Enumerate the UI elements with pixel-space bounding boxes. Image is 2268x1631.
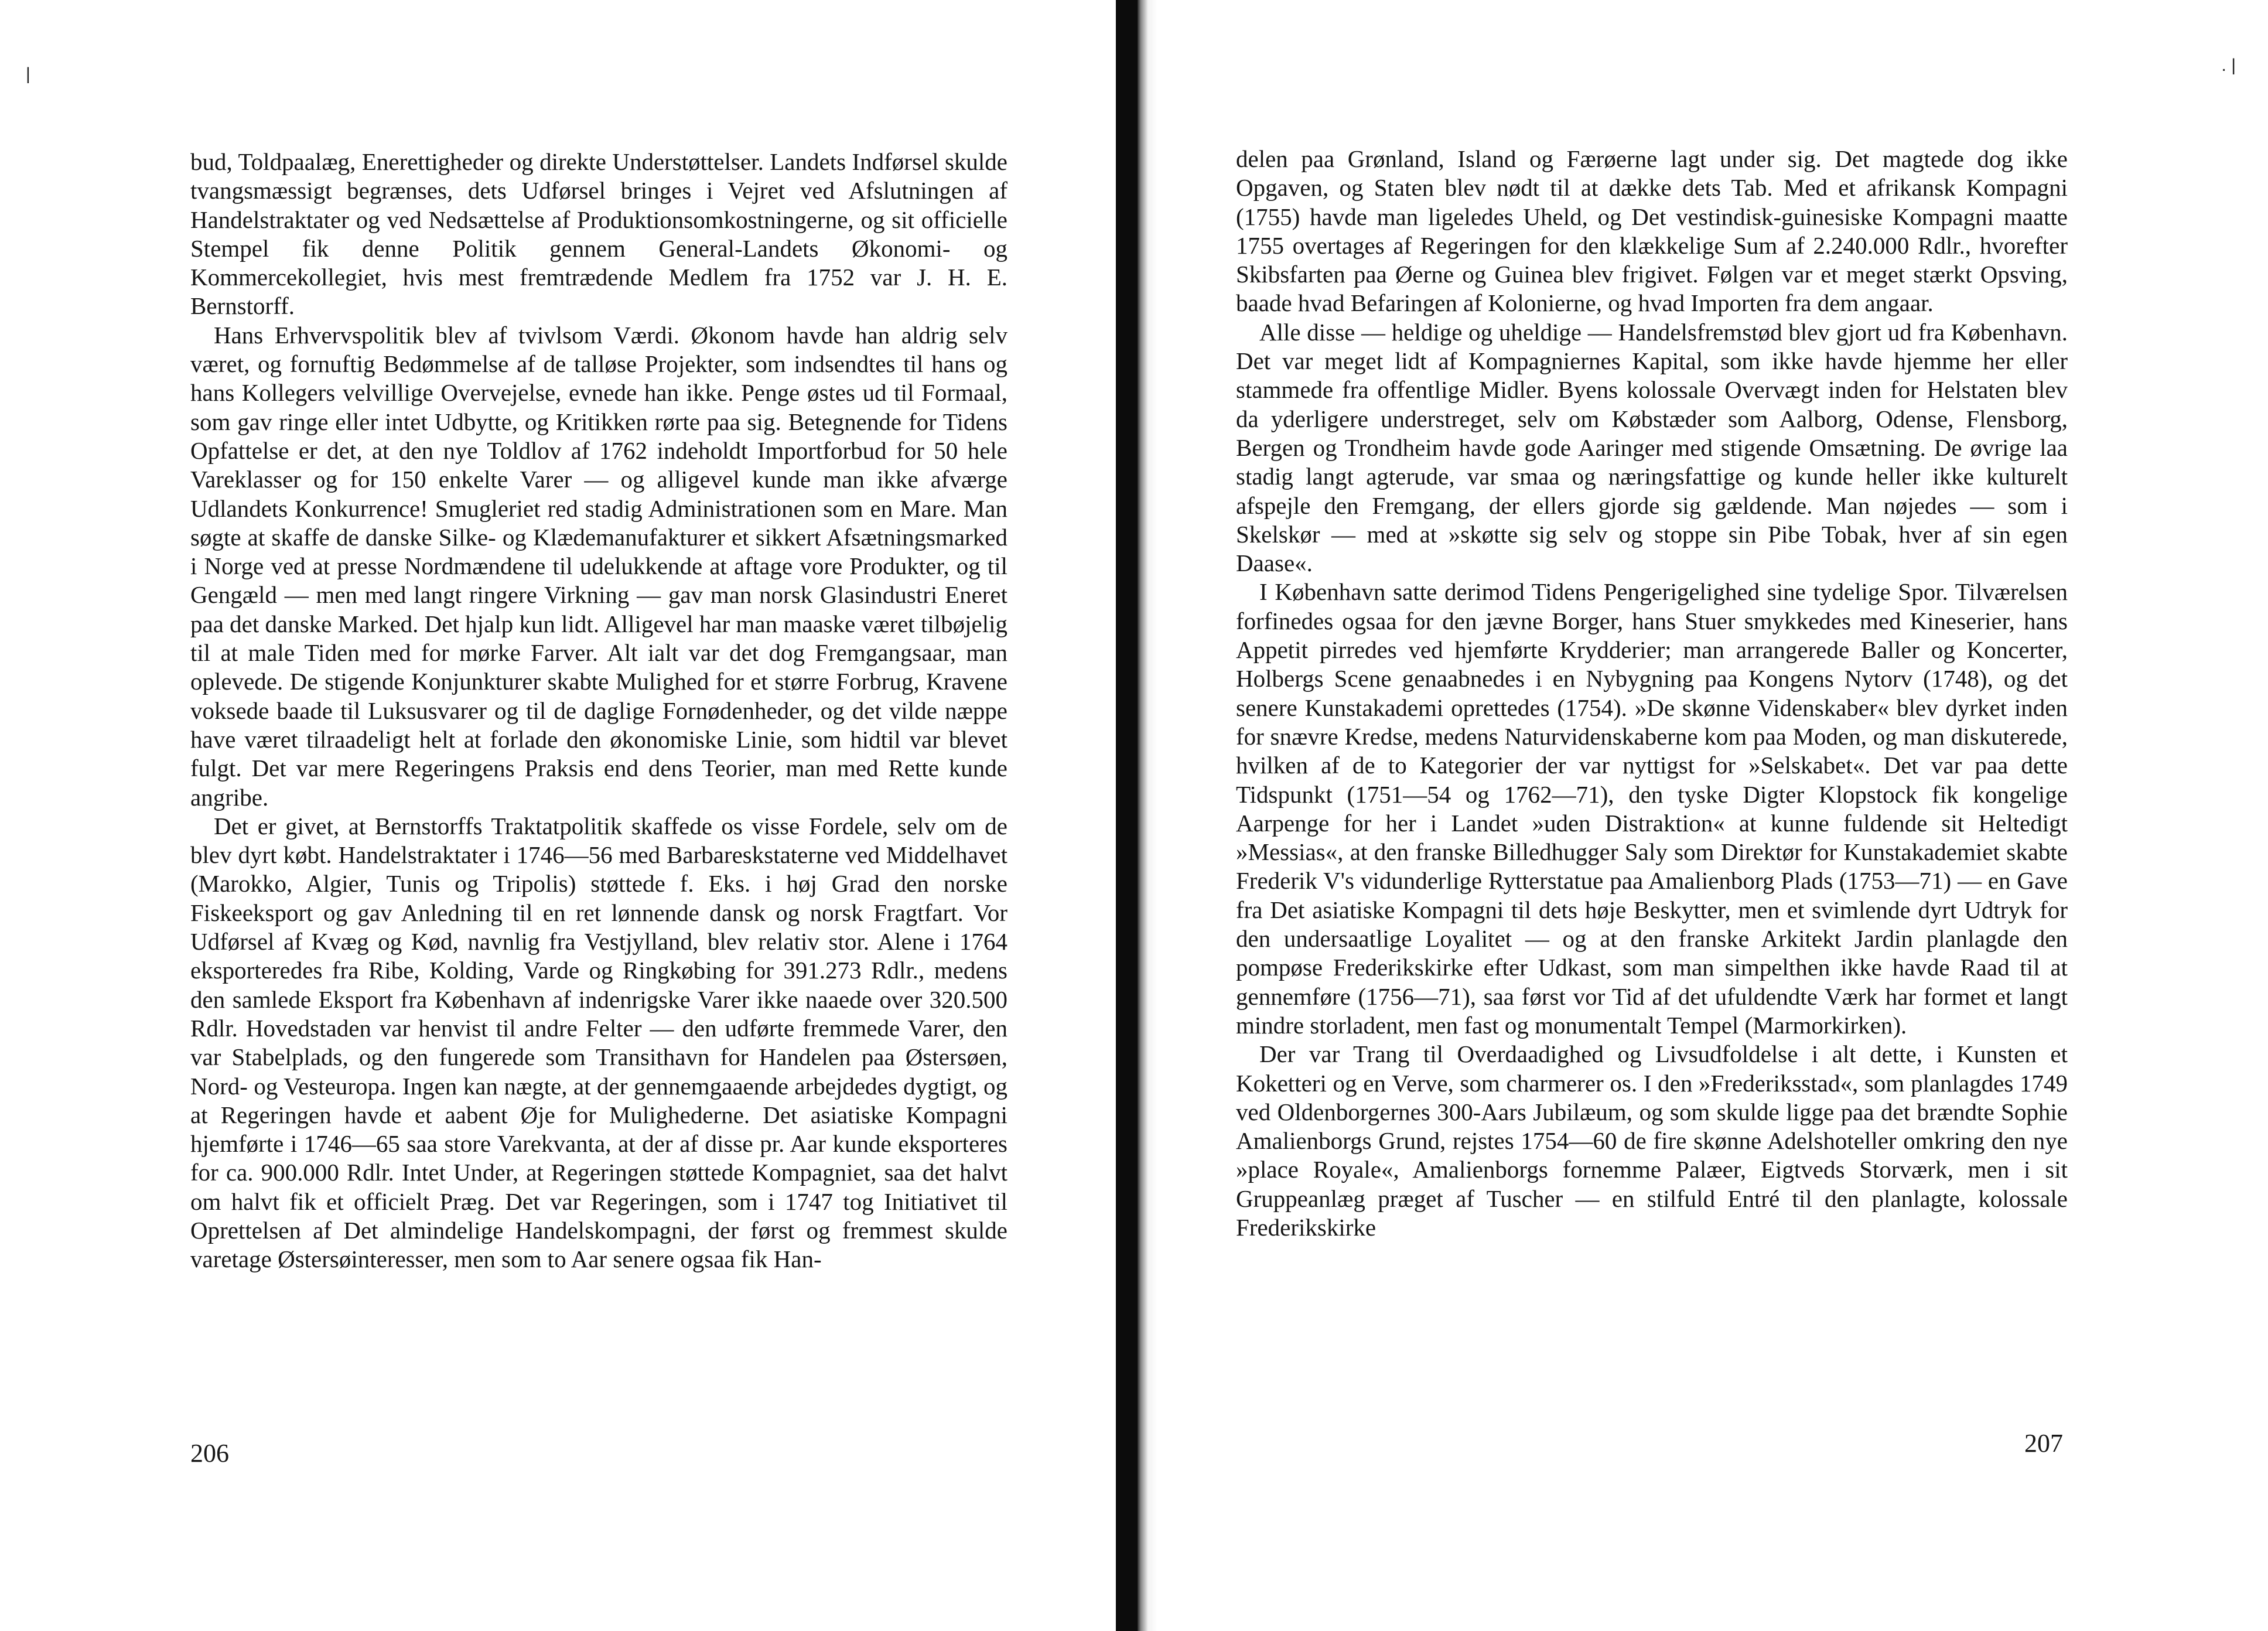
paragraph: Der var Trang til Overdaadighed og Livsudfoldelse i alt dette, i Kunsten et Koketteri og en Verve, som charmerer os. I den »Frederiksstad«, som planlagdes 1749 ved Oldenborgernes 300-Aars Jubilæum, og som skulde ligge paa det brændte Sophie Amalienborgs Grund, rejstes 1754—60 de fire skønne Adelshoteller omkring den nye »place Royale«, Amalienborgs fornemme Palæer, Eigtveds Storværk, men i sit Gruppeanlæg præget af Tuscher — en stilfuld Entré til den planlagte, kolossale Frederikskirke <box>1236 1040 2068 1241</box>
paragraph: delen paa Grønland, Island og Færøerne lagt under sig. Det magtede dog ikke Opgaven, og Staten blev nødt til at dække dets Tab. Med et afrikansk Kompagni (1755) havde man ligeledes Uheld, og Det vestindisk-guinesiske Kompagni maatte 1755 overtages af Regeringen for den klækkelige Sum af 2.240.000 Rdlr., hvorefter Skibsfarten paa Øerne og Guinea blev frigivet. Følgen var et meget stærkt Opsving, baade hvad Befaringen af Kolonierne, og hvad Importen fra dem angaar. <box>1236 145 2068 317</box>
paragraph: Det er givet, at Bernstorffs Traktatpolitik skaffede os visse Fordele, selv om de blev dyrt købt. Handelstraktater i 1746—56 med Barbareskstaterne ved Middelhavet (Marokko, Algier, Tunis og Tripolis) støttede f. Eks. i høj Grad den norske Fiskeeksport og gav Anledning til en ret lønnende dansk og norsk Fragtfart. Vor Udførsel af Kvæg og Kød, navnlig fra Vestjylland, blev relativ stor. Alene i 1764 eksporteredes fra Ribe, Kolding, Varde og Ringkøbing for 391.273 Rdlr., medens den samlede Eksport fra København af indenrigske Varer ikke naaede over 320.500 Rdlr. Hovedstaden var henvist til andre Felter — den udførte fremmede Varer, den var Stabelplads, og den fungerede som Transithavn for Handelen paa Østersøen, Nord- og Vesteuropa. Ingen kan nægte, at der gennemgaaende arbejdedes dygtigt, og at Regeringen havde et aabent Øje for Mulighederne. Det asiatiske Kompagni hjemførte i 1746—65 saa store Varekvanta, at der af disse pr. Aar kunde eksporteres for ca. 900.000 Rdlr. Intet Under, at Regeringen støttede Kompagniet, saa det halvt om halvt fik et officielt Præg. Det var Regeringen, som i 1747 tog Initiativet til Oprettelsen af Det almindelige Handelskompagni, der først og fremmest skulde varetage Østersøinteresser, men som to Aar senere ogsaa fik Han- <box>190 812 1007 1273</box>
paragraph: I København satte derimod Tidens Pengerigelighed sine tydelige Spor. Tilværelsen forfinedes ogsaa for den jævne Borger, hans Stuer smykkedes med Kineserier, hans Appetit pirredes ved hjemførte Krydderier; man arrangerede Baller og Koncerter, Holbergs Scene genaabnedes i en Nybygning paa Kongens Nytorv (1748), og det senere Kunstakademi oprettedes (1754). »De skønne Videnskaber« blev dyrket inden for snævre Kredse, medens Naturvidenskaberne kom paa Moden, og man diskuterede, hvilken af de to Kategorier der var nyttigst for »Selskabet«. Det var paa dette Tidspunkt (1751—54 og 1762—71), den tyske Digter Klopstock fik kongelige Aarpenge for her i Landet »uden Distraktion« at kunne fuldende sit Heltedigt »Messias«, at den franske Billedhugger Saly som Direktør for Kunstakademiet skabte Frederik V's vidunderlige Rytterstatue paa Amalienborg Plads (1753—71) — en Gave fra Det asiatiske Kompagni til dets høje Beskytter, men et svimlende dyrt Udtryk for den undersaatlige Loyalitet — og at den franske Arkitekt Jardin planlagde den pompøse Frederikskirke efter Udkast, som man simpelthen ikke havde Raad til at gennemføre (1756—71), saa først vor Tid af det ufuldendte Værk har formet et langt mindre storladent, men fast og monumentalt Tempel (Marmorkirken). <box>1236 578 2068 1039</box>
page-number: 206 <box>190 1439 229 1468</box>
page-binding-edge <box>1138 0 1157 1631</box>
left-page <box>0 0 1116 1631</box>
page-number: 207 <box>2024 1429 2063 1458</box>
scan-speck: . | <box>2221 56 2236 75</box>
paragraph: bud, Toldpaalæg, Enerettigheder og direkte Understøttelser. Landets Indførsel skulde tvangsmæssigt begrænses, dets Udførsel bringes i Vejret ved Afslutningen af Handelstraktater og ved Nedsættelse af Produktionsomkostningerne, og sit officielle Stempel fik denne Politik gennem General-Landets Økonomi- og Kommercekollegiet, hvis mest fremtrædende Medlem fra 1752 var J. H. E. Bernstorff. <box>190 148 1007 320</box>
right-page-text <box>1236 145 2068 1242</box>
paragraph: Hans Erhvervspolitik blev af tvivlsom Værdi. Økonom havde han aldrig selv været, og fornuftig Bedømmelse af de talløse Projekter, som indsendtes til hans og hans Kollegers velvillige Overvejelse, evnede han ikke. Penge østes ud til Formaal, som gav ringe eller intet Udbytte, og Kritikken rørte paa sig. Betegnende for Tidens Opfattelse er det, at den nye Toldlov af 1762 indeholdt Importforbud for 50 hele Vareklasser og for 150 enkelte Varer — og alligevel kunde man ikke afværge Udlandets Konkurrence! Smugleriet red stadig Administrationen som en Mare. Man søgte at skaffe de danske Silke- og Klædemanufakturer et sikkert Afsætningsmarked i Norge ved at presse Nordmændene til udelukkende at aftage vore Produkter, og til Gengæld — men med langt ringere Virkning — gav man norsk Glasindustri Eneret paa det danske Marked. Det hjalp kun lidt. Alligevel har man maaske været tilbøjelig til at male Tiden med for mørke Farver. Alt ialt var det dog Fremgangsaar, man oplevede. De stigende Konjunkturer skabte Mulighed for et større Forbrug, Kravene voksede baade til Luksusvarer og til de daglige Fornødenheder, og det vilde næppe have været tilraadeligt helt at forlade den økonomiske Linie, som hidtil var blevet fulgt. Det var mere Regeringens Praksis end dens Teorier, man med Rette kunde angribe. <box>190 321 1007 811</box>
right-page <box>1138 0 2268 1631</box>
scan-speck: | <box>26 64 30 84</box>
left-page-text <box>190 148 1007 1274</box>
paragraph: Alle disse — heldige og uheldige — Handelsfremstød blev gjort ud fra København. Det var meget lidt af Kompagniernes Kapital, som ikke havde hjemme her eller stammede fra offentlige Midler. Byens kolossale Overvægt inden for Helstaten blev da yderligere understreget, selv om Købstæder som Aalborg, Odense, Flensborg, Bergen og Trondheim havde gode Aaringer med stigende Omsætning. De øvrige laa stadig langt agterude, var smaa og næringsfattige og kunde heller ikke kulturelt afspejle den Fremgang, der ellers gjorde sig gældende. Man nøjedes — som i Skelskør — med at »skøtte sig selv og stoppe sin Pibe Tobak, hver af sin egen Daase«. <box>1236 318 2068 577</box>
